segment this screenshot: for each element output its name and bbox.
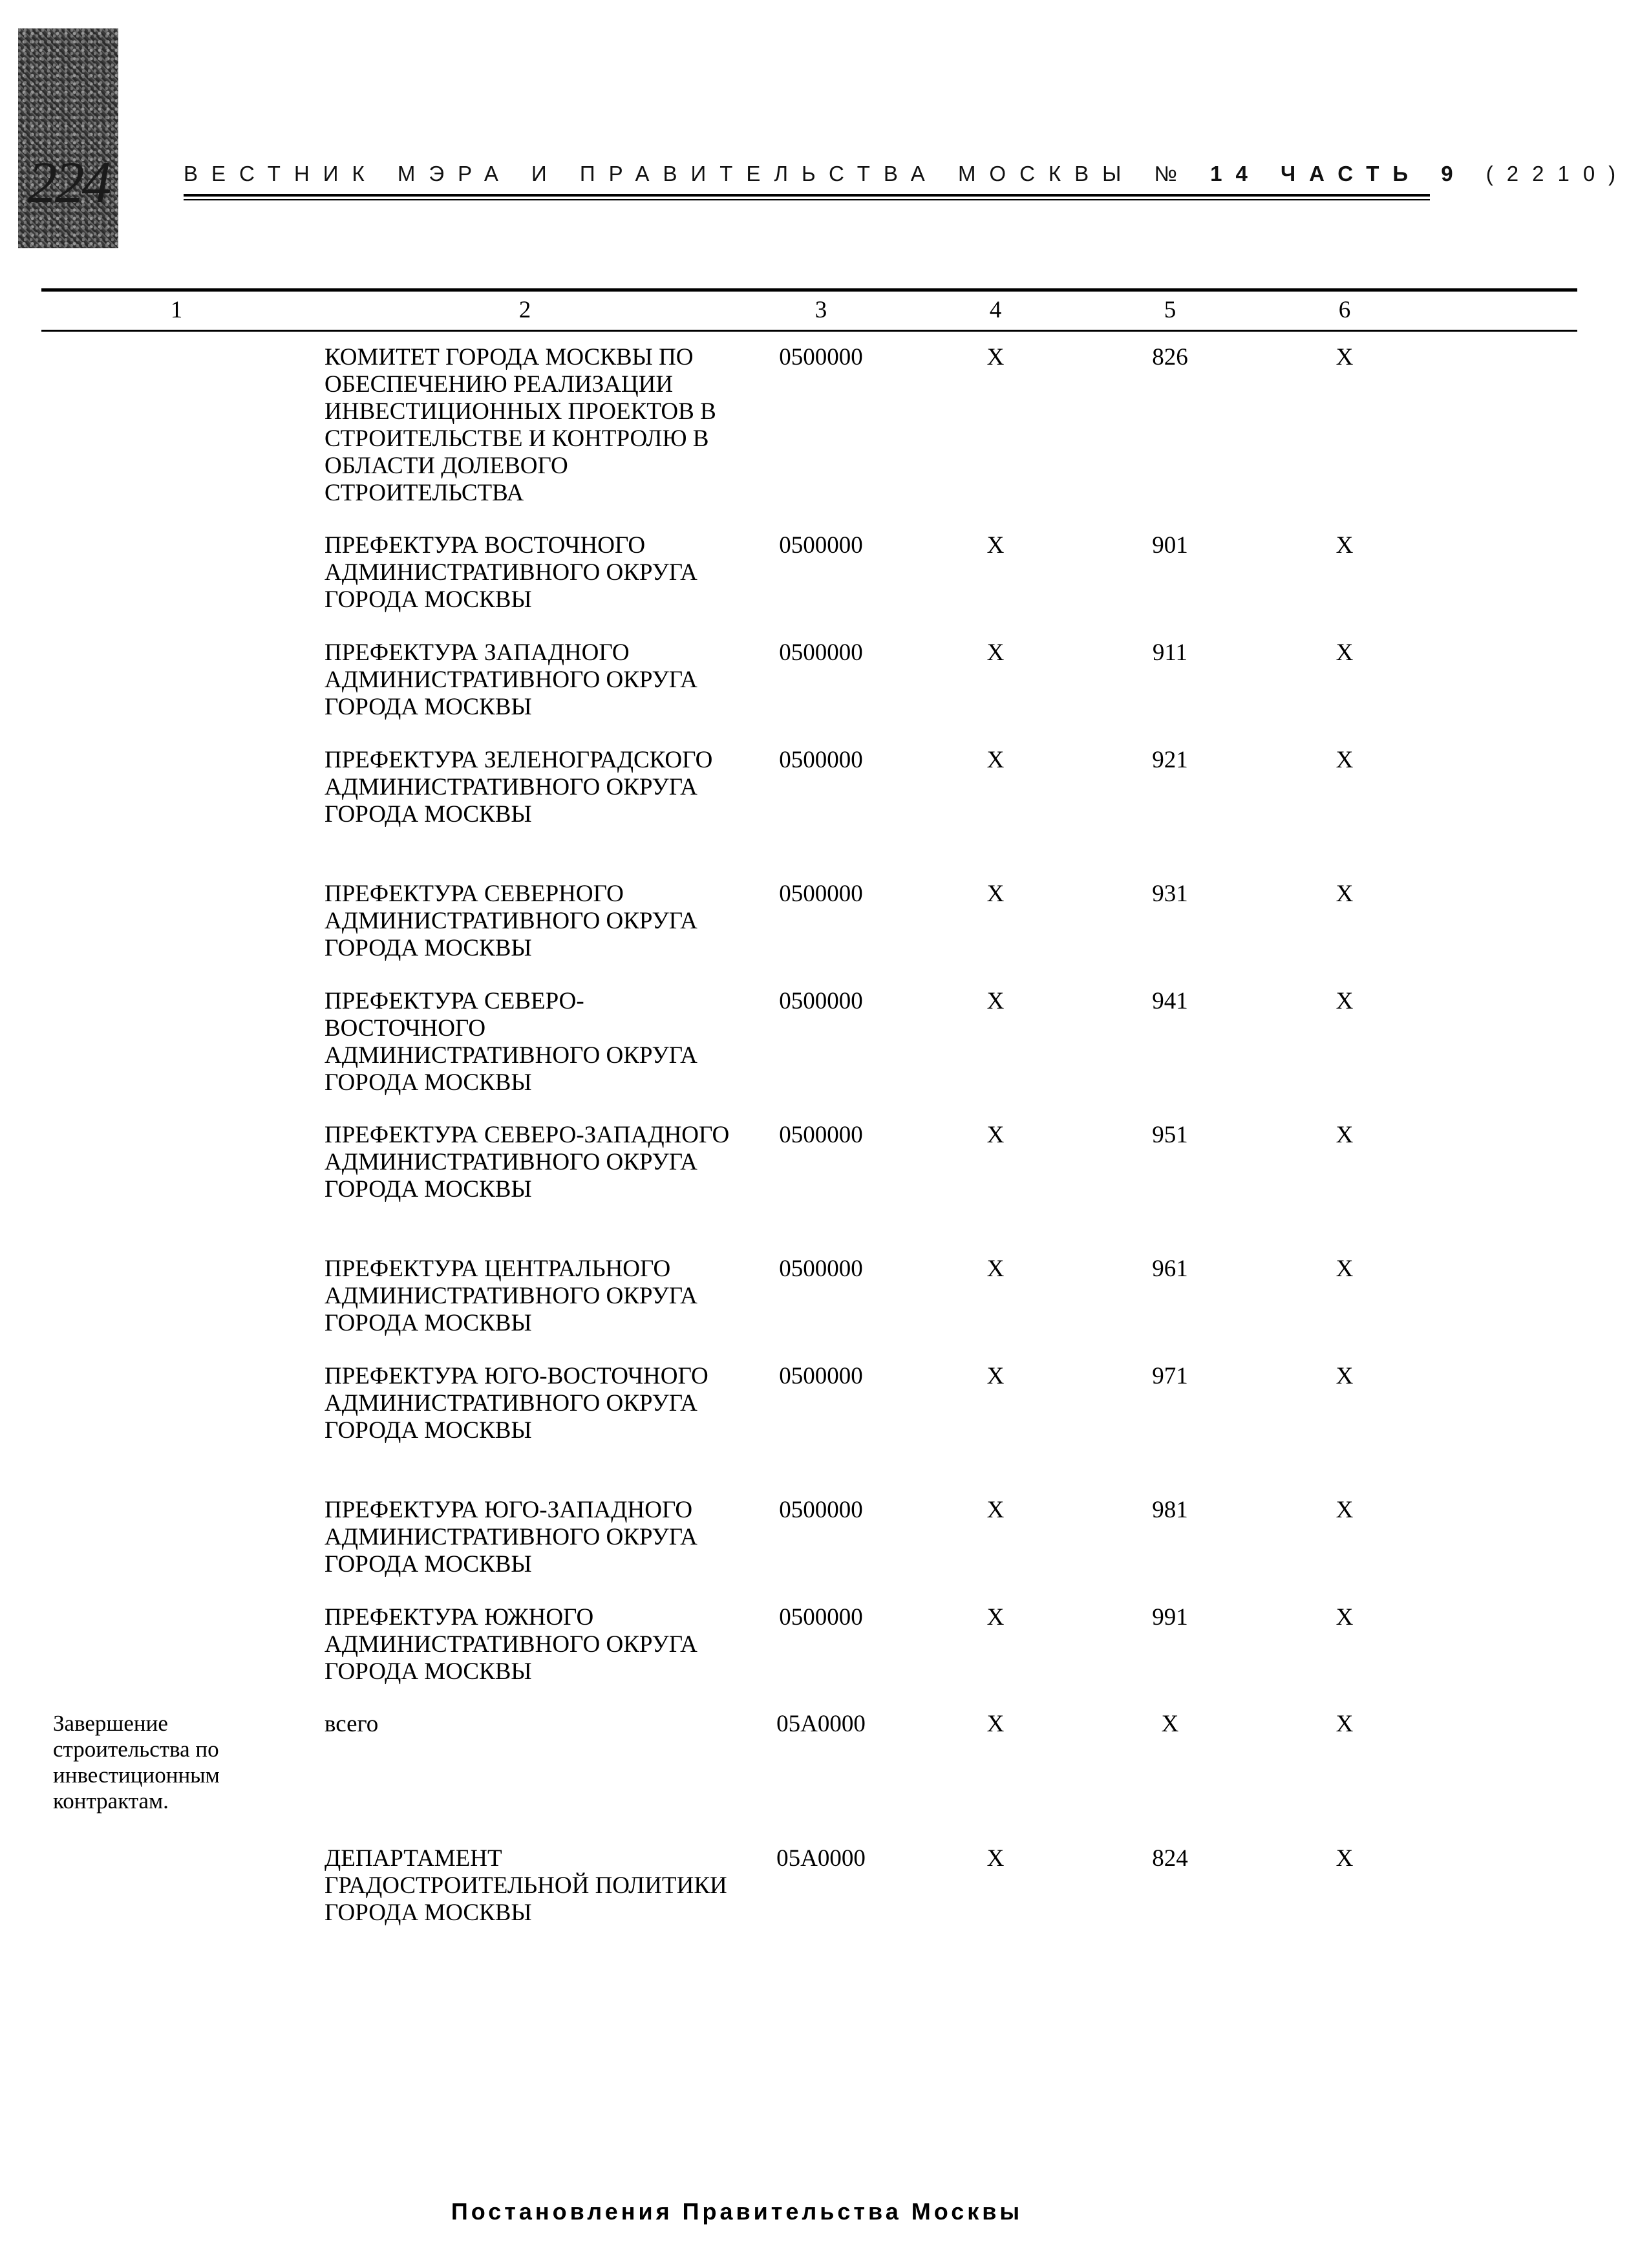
row-col6: X (1336, 1711, 1354, 1737)
row-col5: 911 (1152, 639, 1188, 666)
page-number-block (18, 28, 118, 248)
row-organization: ПРЕФЕКТУРА ЮЖНОГО АДМИНИСТРАТИВНОГО ОКРУГА ГОРОДА МОСКВЫ (325, 1604, 697, 1685)
row-code: 0500000 (779, 988, 863, 1014)
row-col4: X (986, 988, 1005, 1014)
column-number-6: 6 (1338, 297, 1351, 323)
issue-total: (2210) (1485, 162, 1629, 186)
row-col4: X (986, 881, 1005, 907)
table-rule-top (41, 288, 1577, 292)
page-number: 224 (27, 149, 109, 215)
footer-title: Постановления Правительства Москвы (451, 2198, 1023, 2225)
column-number-4: 4 (989, 297, 1002, 323)
row-col5: 921 (1152, 747, 1188, 773)
row-organization: ПРЕФЕКТУРА ЮГО-ЗАПАДНОГО АДМИНИСТРАТИВНОГО ОКРУГА ГОРОДА МОСКВЫ (325, 1497, 697, 1578)
row-col5: 971 (1152, 1363, 1188, 1389)
row-col4: X (986, 1604, 1005, 1631)
table-rule-header-bottom (41, 330, 1577, 332)
row-col5: 824 (1152, 1845, 1188, 1872)
row-col5: 961 (1152, 1256, 1188, 1282)
row-col6: X (1336, 1604, 1354, 1631)
running-header (184, 162, 1629, 186)
row-col6: X (1336, 1122, 1354, 1148)
row-code: 0500000 (779, 1122, 863, 1148)
row-organization: КОМИТЕТ ГОРОДА МОСКВЫ ПО ОБЕСПЕЧЕНИЮ РЕАЛИЗАЦИИ ИНВЕСТИЦИОННЫХ ПРОЕКТОВ В СТРОИТЕЛЬСТВЕ И КОНТРОЛЮ В ОБЛАСТИ ДОЛЕВОГО СТРОИТЕЛЬСТВА (325, 344, 716, 506)
row-code: 0500000 (779, 1497, 863, 1523)
row-organization: всего (325, 1711, 379, 1737)
row-code: 05А0000 (776, 1711, 866, 1737)
column-number-3: 3 (814, 297, 827, 323)
row-col5: 981 (1152, 1497, 1188, 1523)
row-col6: X (1336, 1256, 1354, 1282)
row-code: 0500000 (779, 747, 863, 773)
row-code: 0500000 (779, 881, 863, 907)
column-number-1: 1 (170, 297, 183, 323)
row-col4: X (986, 639, 1005, 666)
row-organization: ПРЕФЕКТУРА ЗАПАДНОГО АДМИНИСТРАТИВНОГО ОКРУГА ГОРОДА МОСКВЫ (325, 639, 697, 720)
row-organization: ПРЕФЕКТУРА СЕВЕРО-ВОСТОЧНОГО АДМИНИСТРАТИВНОГО ОКРУГА ГОРОДА МОСКВЫ (325, 988, 697, 1096)
row-col5: X (1161, 1711, 1179, 1737)
row-col4: X (986, 1711, 1005, 1737)
row-organization: ПРЕФЕКТУРА ЦЕНТРАЛЬНОГО АДМИНИСТРАТИВНОГО ОКРУГА ГОРОДА МОСКВЫ (325, 1256, 697, 1336)
header-rule (184, 194, 1430, 200)
row-col4: X (986, 1497, 1005, 1523)
row-code: 0500000 (779, 1363, 863, 1389)
row-code: 0500000 (779, 639, 863, 666)
row-col5: 951 (1152, 1122, 1188, 1148)
row-col6: X (1336, 639, 1354, 666)
row-col4: X (986, 344, 1005, 370)
row-col5: 931 (1152, 881, 1188, 907)
row-code: 0500000 (779, 532, 863, 559)
row-col6: X (1336, 988, 1354, 1014)
row-col4: X (986, 532, 1005, 559)
column-number-2: 2 (518, 297, 531, 323)
row-code: 0500000 (779, 1604, 863, 1631)
row-col4: X (986, 1256, 1005, 1282)
issue-part: 14 ЧАСТЬ 9 (1210, 162, 1467, 186)
row-organization: ПРЕФЕКТУРА СЕВЕРНОГО АДМИНИСТРАТИВНОГО ОКРУГА ГОРОДА МОСКВЫ (325, 881, 697, 961)
row-organization: ПРЕФЕКТУРА ЗЕЛЕНОГРАДСКОГО АДМИНИСТРАТИВНОГО ОКРУГА ГОРОДА МОСКВЫ (325, 747, 713, 828)
row-col6: X (1336, 747, 1354, 773)
row-organization: ПРЕФЕКТУРА СЕВЕРО-ЗАПАДНОГО АДМИНИСТРАТИВНОГО ОКРУГА ГОРОДА МОСКВЫ (325, 1122, 730, 1203)
row-col6: X (1336, 1363, 1354, 1389)
row-col4: X (986, 1363, 1005, 1389)
row-col5: 991 (1152, 1604, 1188, 1631)
row-col5: 901 (1152, 532, 1188, 559)
row-code: 05А0000 (776, 1845, 866, 1872)
row-col5: 826 (1152, 344, 1188, 370)
journal-title: ВЕСТНИК МЭРА И ПРАВИТЕЛЬСТВА МОСКВЫ № (184, 162, 1191, 186)
row-col6: X (1336, 1845, 1354, 1872)
row-code: 0500000 (779, 1256, 863, 1282)
row-col6: X (1336, 1497, 1354, 1523)
column-number-5: 5 (1164, 297, 1176, 323)
row-code: 0500000 (779, 344, 863, 370)
row-organization: ДЕПАРТАМЕНТ ГРАДОСТРОИТЕЛЬНОЙ ПОЛИТИКИ ГОРОДА МОСКВЫ (325, 1845, 727, 1926)
row-purpose: Завершение строительства по инвестиционным контрактам. (53, 1711, 220, 1813)
row-col4: X (986, 1845, 1005, 1872)
row-col4: X (986, 747, 1005, 773)
row-organization: ПРЕФЕКТУРА ЮГО-ВОСТОЧНОГО АДМИНИСТРАТИВНОГО ОКРУГА ГОРОДА МОСКВЫ (325, 1363, 708, 1444)
row-col4: X (986, 1122, 1005, 1148)
row-col6: X (1336, 881, 1354, 907)
row-col6: X (1336, 532, 1354, 559)
row-organization: ПРЕФЕКТУРА ВОСТОЧНОГО АДМИНИСТРАТИВНОГО ОКРУГА ГОРОДА МОСКВЫ (325, 532, 697, 613)
row-col6: X (1336, 344, 1354, 370)
row-col5: 941 (1152, 988, 1188, 1014)
